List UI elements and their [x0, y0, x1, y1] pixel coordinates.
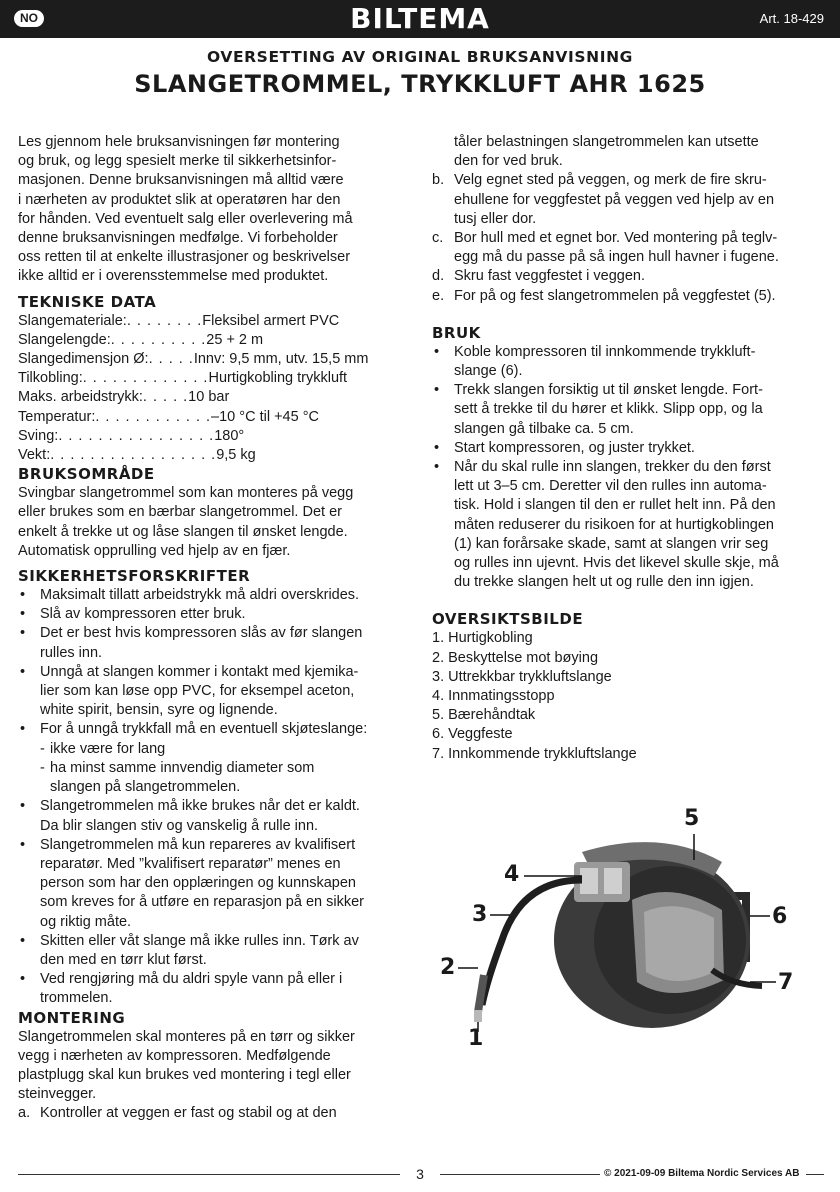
list-item — [18, 797, 413, 835]
area-line: enkelt å trekke ut og låse slangen til ønsket lengde. — [18, 523, 348, 540]
area-line: Svingbar slangetrommel som kan monteres på vegg — [18, 485, 354, 502]
area-paragraph — [18, 484, 413, 561]
item-line: person som har den opplæringen og kunnskapen — [40, 875, 356, 892]
right-column — [432, 133, 824, 764]
footer-rule — [806, 1174, 824, 1175]
inlet-plate — [604, 868, 622, 894]
intro-line: ikke alltid er i overensstemmelse med produktet. — [18, 268, 329, 285]
list-item — [18, 970, 413, 1008]
sub-item — [18, 759, 413, 797]
spec-label: Tilkobling: — [18, 370, 83, 387]
overview-heading: OVERSIKTSBILDE — [432, 610, 584, 629]
copyright-text: © 2021-09-09 Biltema Nordic Services AB — [604, 1168, 800, 1179]
list-item — [18, 624, 413, 662]
list-item — [18, 932, 413, 970]
spec-row — [18, 408, 413, 427]
item-line: den for ved bruk. — [454, 153, 563, 170]
item-line: ha minst samme innvendig diameter som — [50, 759, 315, 776]
list-item: • For å unngå trykkfall må en eventuell skjøteslange: — [18, 720, 413, 739]
header-bar — [0, 0, 840, 38]
item-line: white spirit, bensin, syre og lignende. — [40, 702, 278, 719]
spec-dots: . . . . . . . . . . . . . . . . . — [50, 447, 217, 464]
spec-dots: . . . . . — [142, 389, 189, 406]
spec-label: Vekt: — [18, 447, 51, 464]
quick-coupling — [474, 1010, 482, 1022]
language-badge: NO — [14, 10, 44, 27]
spec-row — [18, 388, 413, 407]
spec-value: 9,5 kg — [216, 447, 256, 464]
item-line: slangen på slangetrommelen. — [50, 779, 241, 796]
area-line: eller brukes som en bærbar slangetrommel. Det er — [18, 504, 342, 521]
mount-heading: MONTERING — [18, 1008, 126, 1027]
mount-step-e — [432, 287, 824, 306]
document-subtitle: OVERSETTING AV ORIGINAL BRUKSANVISNING — [207, 48, 633, 66]
callout-6: 6 — [772, 904, 788, 929]
page-footer — [0, 1162, 840, 1186]
area-line: Automatisk opprulling ved hjelp av en fjær. — [18, 542, 291, 559]
item-line: trommelen. — [40, 990, 113, 1007]
use-heading: BRUK — [432, 323, 481, 342]
list-item: • Slå av kompressoren etter bruk. — [18, 605, 413, 624]
spec-value: Innv: 9,5 mm, utv. 15,5 mm — [193, 351, 369, 368]
list-item: 7. Innkommende trykkluftslange — [432, 745, 637, 762]
item-line: ikke være for lang — [50, 740, 166, 757]
list-item — [432, 381, 824, 439]
item-line: lier som kan løse opp PVC, for eksempel aceton, — [40, 683, 355, 700]
item-line: lett ut 3–5 cm. Deretter vil den rulles inn automa- — [454, 478, 767, 495]
item-line: tusj eller dor. — [454, 210, 537, 227]
reel-panel-highlight — [644, 906, 714, 981]
spec-label: Slangelengde: — [18, 331, 111, 348]
dash-marker: - — [40, 740, 45, 757]
spec-label: Slangedimensjon Ø: — [18, 351, 149, 368]
list-item — [432, 458, 824, 592]
tech-data-heading: TEKNISKE DATA — [18, 292, 157, 311]
callout-2: 2 — [440, 955, 456, 980]
spec-label: Maks. arbeidstrykk: — [18, 389, 143, 406]
safety-list — [18, 586, 413, 1008]
step-marker: d. — [432, 268, 445, 285]
item-line: • Det er best hvis kompressoren slås av før slangen — [40, 625, 363, 642]
intro-line: for hånden. Ved eventuelt salg eller overlevering må — [18, 210, 353, 227]
list-item: 3. Uttrekkbar trykkluftslange — [432, 668, 612, 685]
item-line: (1) kan forårsake skade, samt at slangen vrir seg — [454, 535, 769, 552]
item-line: • Trekk slangen forsiktig ut til ønsket lengde. Fort- — [454, 382, 763, 399]
spec-value: Fleksibel armert PVC — [202, 312, 340, 329]
article-number: Art. 18-429 — [759, 11, 824, 26]
list-item: • Maksimalt tillatt arbeidstrykk må aldri overskrides. — [18, 586, 413, 605]
intro-line: i nærheten av produktet slik at operatøren har den — [18, 191, 341, 208]
mount-line: plastplugg skal kun brukes ved montering i tegl eller — [18, 1066, 351, 1083]
item-line: tisk. Hold i slangen til den er rullet helt inn. På den — [454, 497, 776, 514]
list-item — [18, 836, 413, 932]
item-line: reparatør. Med ”kvalifisert reparatør” menes en — [40, 855, 341, 872]
spec-label: Sving: — [18, 427, 59, 444]
intro-paragraph — [18, 133, 413, 287]
item-line: For på og fest slangetrommelen på veggfestet (5). — [454, 287, 776, 304]
brand-logo: BILTEMA — [350, 2, 490, 35]
dash-marker: - — [40, 759, 45, 776]
item-line: måten reduserer du risikoen for at hurtigkoblingen — [454, 516, 774, 533]
callout-4: 4 — [504, 862, 520, 887]
intro-line: og bruk, og legg spesielt merke til sikkerhetsinfor- — [18, 153, 337, 170]
list-item: 1. Hurtigkobling — [432, 630, 533, 647]
item-line: Kontroller at veggen er fast og stabil og at den — [40, 1105, 337, 1122]
item-line: Bor hull med et egnet bor. Ved montering på teglv- — [454, 230, 778, 247]
mount-step-a-continued — [432, 133, 824, 171]
mount-step-c — [432, 229, 824, 267]
callout-7: 7 — [778, 970, 794, 995]
page-number: 3 — [416, 1166, 424, 1182]
item-line: • Slangetrommelen må ikke brukes når det er kaldt. — [40, 798, 360, 815]
item-line: og rulles inn ujevnt. Hvis det likevel skulle skje, må — [454, 555, 779, 572]
area-heading: BRUKSOMRÅDE — [18, 465, 155, 484]
spec-row — [18, 446, 413, 465]
item-line: • Slangetrommelen må kun repareres av kvalifisert — [40, 836, 356, 853]
item-line: du trekke slangen helt ut og rulle den inn igjen. — [454, 574, 754, 591]
spec-row — [18, 369, 413, 388]
spec-label: Slangemateriale: — [18, 312, 127, 329]
bend-protection — [478, 975, 484, 1012]
spec-value: Hurtigkobling trykkluft — [208, 370, 348, 387]
step-marker: b. — [432, 172, 445, 189]
spec-row — [18, 350, 413, 369]
spec-value: –10 °C til +45 °C — [211, 408, 319, 425]
list-item — [432, 343, 824, 381]
spec-dots: . . . . . — [148, 351, 194, 368]
item-line: ehullene for veggfestet på veggen ved hjelp av en — [454, 191, 775, 208]
item-line: Skru fast veggfestet i veggen. — [454, 268, 646, 285]
callout-5: 5 — [684, 806, 700, 831]
item-line: rulles inn. — [40, 644, 103, 661]
safety-heading: SIKKERHETSFORSKRIFTER — [18, 567, 251, 586]
spec-value: 10 bar — [188, 389, 230, 406]
mount-step-d — [432, 267, 824, 286]
item-line: som kreves for å utføre en reparasjon på en sikker — [40, 894, 364, 911]
footer-rule — [440, 1174, 600, 1175]
tech-data-list — [18, 312, 413, 466]
item-line: og riktig måte. — [40, 913, 132, 930]
footer-rule — [18, 1174, 400, 1175]
spec-row — [18, 427, 413, 446]
callout-1: 1 — [468, 1026, 484, 1051]
item-line: egg må du passe på så ingen hull havner i fugene. — [454, 249, 779, 266]
mount-paragraph — [18, 1028, 413, 1105]
mount-line: steinvegger. — [18, 1086, 97, 1103]
mount-line: Slangetrommelen skal monteres på en tørr og sikker — [18, 1028, 355, 1045]
item-line: • Unngå at slangen kommer i kontakt med kjemika- — [40, 663, 359, 680]
sub-item — [18, 740, 413, 759]
mount-step-a — [18, 1104, 413, 1123]
hose-reel-drawing — [432, 800, 824, 1062]
left-column — [18, 133, 413, 1124]
intro-line: denne bruksanvisningen medfølge. Vi forbeholder — [18, 230, 338, 247]
product-illustration — [432, 800, 824, 1062]
item-line: slangen gå tilbake ca. 5 cm. — [454, 420, 634, 437]
step-marker: e. — [432, 287, 445, 304]
item-line: • Ved rengjøring må du aldri spyle vann på eller i — [40, 971, 343, 988]
item-line: • Skitten eller våt slange må ikke rulles inn. Tørk av — [40, 932, 359, 949]
intro-line: masjonen. Denne bruksanvisningen må alltid være — [18, 172, 344, 189]
use-list — [432, 343, 824, 593]
intro-line: oss retten til at enkelte illustrasjoner og beskrivelser — [18, 249, 351, 266]
item-line: • Koble kompressoren til innkommende trykkluft- — [454, 343, 756, 360]
item-line: Velg egnet sted på veggen, og merk de fire skru- — [454, 172, 767, 189]
spec-label: Temperatur: — [18, 408, 96, 425]
item-line: Da blir slangen stiv og vanskelig å rulle inn. — [40, 817, 319, 834]
spec-dots: . . . . . . . . . . . . — [95, 408, 212, 425]
list-item: 4. Innmatingsstopp — [432, 688, 555, 705]
spec-row — [18, 331, 413, 350]
item-line: den med en tørr klut først. — [40, 951, 207, 968]
mount-step-b — [432, 171, 824, 229]
list-item: • Start kompressoren, og juster trykket. — [432, 439, 824, 458]
spec-dots: . . . . . . . . . . — [110, 331, 207, 348]
intro-line: Les gjennom hele bruksanvisningen før montering — [18, 134, 340, 150]
list-item: 6. Veggfeste — [432, 726, 513, 743]
spec-dots: . . . . . . . . . . . . . . . . — [58, 427, 215, 444]
document-title: SLANGETROMMEL, TRYKKLUFT AHR 1625 — [134, 70, 706, 98]
spec-value: 180° — [214, 427, 245, 444]
step-marker: a. — [18, 1105, 31, 1122]
item-line: • Når du skal rulle inn slangen, trekker du den først — [454, 459, 771, 476]
spec-value: 25 + 2 m — [206, 331, 264, 348]
mount-line: vegg i nærheten av kompressoren. Medfølgende — [18, 1047, 331, 1064]
spec-dots: . . . . . . . . — [126, 312, 203, 329]
list-item — [18, 663, 413, 721]
step-marker: c. — [432, 230, 444, 247]
inlet-plate — [580, 868, 598, 894]
overview-list — [432, 629, 824, 763]
item-line: tåler belastningen slangetrommelen kan utsette — [454, 134, 759, 150]
callout-3: 3 — [472, 902, 488, 927]
spec-dots: . . . . . . . . . . . . . — [82, 370, 209, 387]
list-item: 5. Bærehåndtak — [432, 707, 536, 724]
item-line: sett å trekke til du hører et klikk. Slipp opp, og la — [454, 401, 763, 418]
list-item: 2. Beskyttelse mot bøying — [432, 649, 599, 666]
item-line: slange (6). — [454, 363, 523, 380]
spec-row — [18, 312, 413, 331]
